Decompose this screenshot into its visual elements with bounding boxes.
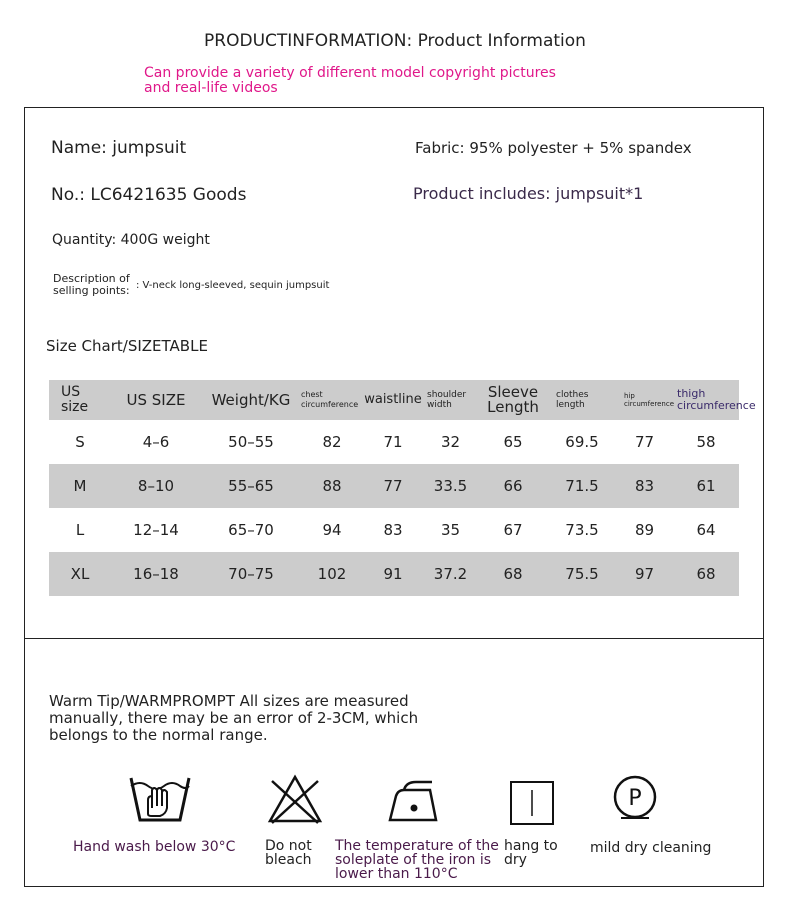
- table-cell: 89: [634, 521, 655, 539]
- table-cell: 65: [503, 433, 523, 451]
- header-cell: US SIZE: [111, 380, 201, 420]
- table-cell: 97: [616, 552, 673, 596]
- table-cell: 65–70: [228, 521, 274, 539]
- table-cell: 37.2: [423, 552, 478, 596]
- product-number: No.: LC6421635 Goods: [51, 185, 247, 205]
- table-cell: 68: [478, 552, 548, 596]
- care-label-no-bleach: Do not bleach: [265, 838, 312, 868]
- dry-clean-icon: [612, 774, 658, 820]
- table-cell: 88: [301, 464, 363, 508]
- table-cell: 71.5: [548, 464, 616, 508]
- header-cell: Weight/KG: [201, 380, 301, 420]
- table-cell: 55–65: [201, 464, 301, 508]
- svg-text:P: P: [628, 786, 642, 811]
- table-cell: 77: [634, 433, 655, 451]
- table-cell: 83: [616, 464, 673, 508]
- size-table: [49, 380, 756, 596]
- table-cell: 82: [322, 433, 342, 451]
- product-quantity: Quantity: 400G weight: [52, 232, 210, 248]
- table-cell: L: [75, 521, 85, 539]
- description-label: Description of selling points:: [53, 272, 130, 297]
- header-cell: hip circumference: [616, 380, 673, 420]
- table-cell: XL: [49, 552, 111, 596]
- table-cell: 58: [696, 433, 716, 451]
- header-cell: Sleeve Length: [478, 380, 548, 420]
- table-cell: 8–10: [111, 464, 201, 508]
- page-title: PRODUCTINFORMATION: Product Information: [204, 31, 586, 51]
- table-cell: 68: [673, 552, 739, 596]
- header-cell: thigh circumference: [673, 380, 739, 420]
- product-fabric: Fabric: 95% polyester + 5% spandex: [415, 139, 692, 157]
- header-cell: chest circumference: [301, 380, 363, 420]
- subtitle-note: Can provide a variety of different model copyright pictures and real-life videos: [144, 65, 556, 96]
- product-includes: Product includes: jumpsuit*1: [413, 184, 644, 203]
- table-row: [49, 464, 739, 508]
- table-row: [49, 552, 739, 596]
- section-divider: [24, 638, 764, 639]
- table-cell: 66: [478, 464, 548, 508]
- table-cell: 4–6: [142, 433, 170, 451]
- header-cell: clothes length: [548, 380, 616, 420]
- header-cell: US size: [49, 380, 111, 420]
- iron-low-icon: [386, 778, 442, 824]
- table-cell: 70–75: [201, 552, 301, 596]
- table-cell: 50–55: [228, 433, 274, 451]
- table-cell: 16–18: [111, 552, 201, 596]
- hand-wash-icon: [128, 772, 192, 826]
- size-chart-title: Size Chart/SIZETABLE: [46, 337, 208, 355]
- table-cell: S: [75, 433, 85, 451]
- table-cell: 73.5: [565, 521, 599, 539]
- header-cell: shoulder width: [423, 380, 478, 420]
- hang-dry-icon: [509, 780, 555, 826]
- table-cell: 33.5: [423, 464, 478, 508]
- table-cell: 75.5: [548, 552, 616, 596]
- table-cell: 69.5: [565, 433, 599, 451]
- table-cell: M: [49, 464, 111, 508]
- header-cell: waistline: [363, 380, 423, 420]
- table-cell: 67: [503, 521, 523, 539]
- product-name: Name: jumpsuit: [51, 138, 187, 158]
- table-cell: 94: [322, 521, 342, 539]
- table-cell: 102: [301, 552, 363, 596]
- warm-tip: Warm Tip/WARMPROMPT All sizes are measured manually, there may be an error of 2-3CM, which belongs to the normal range.: [49, 692, 419, 744]
- table-cell: 77: [363, 464, 423, 508]
- care-label-dry-clean: mild dry cleaning: [590, 840, 712, 856]
- care-label-iron: The temperature of the soleplate of the iron is lower than 110°C: [335, 838, 499, 882]
- table-cell: 71: [383, 433, 403, 451]
- table-row: [49, 508, 739, 552]
- table-header-row: [49, 380, 739, 420]
- table-cell: 83: [383, 521, 403, 539]
- table-cell: 61: [673, 464, 739, 508]
- table-cell: 35: [440, 521, 461, 539]
- no-bleach-icon: [266, 773, 324, 825]
- care-label-hang-dry: hang to dry: [504, 838, 558, 868]
- care-label-hand-wash: Hand wash below 30°C: [73, 839, 236, 855]
- table-cell: 64: [696, 521, 716, 539]
- table-cell: 91: [363, 552, 423, 596]
- description-value: : V-neck long-sleeved, sequin jumpsuit: [136, 280, 330, 291]
- table-row: [49, 420, 739, 464]
- table-cell: 12–14: [133, 521, 179, 539]
- table-cell: 32: [440, 433, 461, 451]
